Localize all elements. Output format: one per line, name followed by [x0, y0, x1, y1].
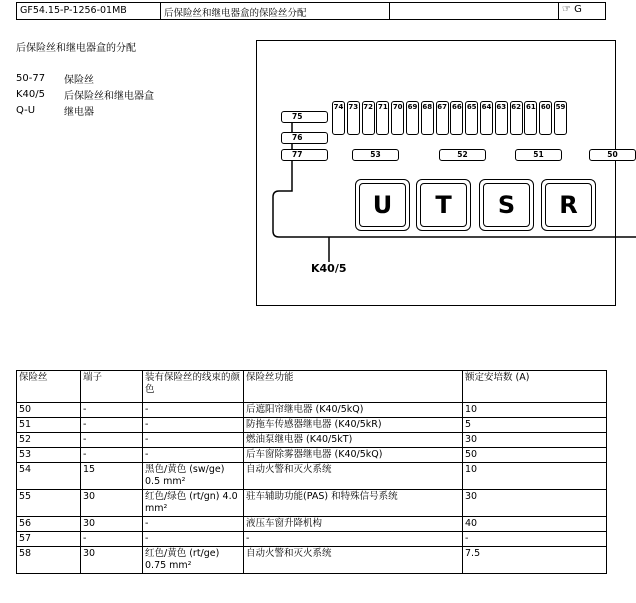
wire-color: 红色/绿色 (rt/gn) 4.0 [145, 491, 238, 502]
terminal-cell: - [81, 418, 143, 433]
fuse-73: 73 [347, 101, 360, 135]
function-cell: 燃油泵继电器 (K40/5kT) [244, 433, 463, 448]
function-cell: 防拖车传感器继电器 (K40/5kR) [244, 418, 463, 433]
fuse-67: 67 [436, 101, 449, 135]
function-cell: 自动火警和灭火系统 [244, 547, 463, 574]
fuse-51: 51 [515, 149, 562, 161]
wire-color: - [145, 419, 149, 430]
header-empty-cell [390, 3, 559, 19]
header-terminal: 端子 [81, 371, 143, 403]
wire-cross-section: 0.5 mm² [145, 476, 186, 487]
wire-color: - [145, 404, 149, 415]
table-row [17, 547, 607, 574]
wire-cell [143, 448, 244, 463]
fuse-62: 62 [510, 101, 523, 135]
fuse-cell: 56 [17, 517, 81, 532]
legend-key: K40/5 [16, 88, 46, 100]
fuse-68: 68 [421, 101, 434, 135]
doc-id: GF54.15-P-1256-01MB [17, 3, 161, 19]
function-cell: 自动火警和灭火系统 [244, 463, 463, 490]
relay-R [541, 179, 596, 231]
section-heading: 后保险丝和继电器盒的分配 [16, 43, 136, 54]
header-icon-label: G [574, 4, 582, 15]
wire-cell [143, 547, 244, 574]
terminal-cell: - [81, 403, 143, 418]
table-row [17, 403, 607, 418]
relay-S [479, 179, 534, 231]
fuse-table [16, 370, 607, 574]
table-row [17, 463, 607, 490]
fuse-cell: 51 [17, 418, 81, 433]
wire-color: - [145, 449, 149, 460]
wire-cell [143, 532, 244, 547]
table-row [17, 490, 607, 517]
wire-color: - [145, 533, 149, 544]
fuse-64: 64 [480, 101, 493, 135]
table-header-row [17, 371, 607, 403]
document-header [16, 2, 606, 20]
legend-label: 后保险丝和继电器盒 [64, 90, 154, 102]
relay-label: T [420, 183, 467, 227]
table-body [17, 403, 607, 574]
table-row [17, 517, 607, 532]
amps-cell: - [463, 532, 607, 547]
table-row [17, 418, 607, 433]
header-fuse: 保险丝 [17, 371, 81, 403]
fuse-76: 76 [281, 132, 328, 144]
fuse-65: 65 [465, 101, 478, 135]
wire-color: - [145, 434, 149, 445]
fuse-box-diagram [256, 40, 616, 306]
fuse-70: 70 [391, 101, 404, 135]
fuse-cell: 57 [17, 532, 81, 547]
table-row [17, 433, 607, 448]
fuse-60: 60 [539, 101, 552, 135]
wire-color: 黑色/黄色 (sw/ge) [145, 464, 225, 475]
wire-cross-section: mm² [145, 503, 168, 514]
fuse-cell: 53 [17, 448, 81, 463]
wire-cell [143, 463, 244, 490]
wire-cell [143, 418, 244, 433]
relay-label: U [359, 183, 406, 227]
header-function: 保险丝功能 [244, 371, 463, 403]
fuse-66: 66 [450, 101, 463, 135]
legend-key: 50-77 [16, 72, 46, 84]
function-cell: 液压车窗升降机构 [244, 517, 463, 532]
amps-cell: 10 [463, 403, 607, 418]
fuse-59: 59 [554, 101, 567, 135]
header-wire-color: 装有保险丝的线束的颜色 [143, 371, 244, 403]
wire-cell [143, 433, 244, 448]
fuse-cell: 58 [17, 547, 81, 574]
wire-cross-section: 0.75 mm² [145, 560, 192, 571]
fuse-72: 72 [362, 101, 375, 135]
relay-T [416, 179, 471, 231]
amps-cell: 30 [463, 433, 607, 448]
amps-cell: 30 [463, 490, 607, 517]
amps-cell: 5 [463, 418, 607, 433]
fuse-61: 61 [524, 101, 537, 135]
wrench-icon: ☞ [562, 4, 571, 15]
function-cell: 后遮阳帘继电器 (K40/5kQ) [244, 403, 463, 418]
fuse-69: 69 [406, 101, 419, 135]
legend-item [16, 86, 154, 102]
wire-color: 红色/黄色 (rt/ge) [145, 548, 220, 559]
fuse-71: 71 [376, 101, 389, 135]
fuse-63: 63 [495, 101, 508, 135]
table-row [17, 448, 607, 463]
terminal-cell: - [81, 433, 143, 448]
fuse-75: 75 [281, 111, 328, 123]
legend-item [16, 102, 154, 118]
wire-color: - [145, 518, 149, 529]
legend-label: 继电器 [64, 106, 94, 118]
fuse-53: 53 [352, 149, 399, 161]
table-row [17, 532, 607, 547]
wire-cell [143, 490, 244, 517]
amps-cell: 40 [463, 517, 607, 532]
function-cell: - [244, 532, 463, 547]
wire-cell [143, 403, 244, 418]
fuse-cell: 52 [17, 433, 81, 448]
function-cell: 驻车辅助功能(PAS) 和特殊信号系统 [244, 490, 463, 517]
box-label: K40/5 [311, 262, 347, 275]
terminal-cell: - [81, 448, 143, 463]
amps-cell: 50 [463, 448, 607, 463]
relay-label: R [545, 183, 592, 227]
doc-title: 后保险丝和继电器盒的保险丝分配 [161, 3, 390, 19]
terminal-cell: 15 [81, 463, 143, 490]
header-icon-cell[interactable] [559, 3, 605, 19]
relay-label: S [483, 183, 530, 227]
legend-key: Q-U [16, 104, 36, 116]
legend [16, 70, 154, 118]
relay-U [355, 179, 410, 231]
fuse-50: 50 [589, 149, 636, 161]
fuse-74: 74 [332, 101, 345, 135]
fuse-cell: 50 [17, 403, 81, 418]
header-amps: 额定安培数 (A) [463, 371, 607, 403]
wire-cell [143, 517, 244, 532]
terminal-cell: 30 [81, 547, 143, 574]
terminal-cell: - [81, 532, 143, 547]
terminal-cell: 30 [81, 517, 143, 532]
function-cell: 后车窗除雾器继电器 (K40/5kQ) [244, 448, 463, 463]
fuse-52: 52 [439, 149, 486, 161]
amps-cell: 7.5 [463, 547, 607, 574]
fuse-cell: 55 [17, 490, 81, 517]
fuse-77: 77 [281, 149, 328, 161]
terminal-cell: 30 [81, 490, 143, 517]
legend-label: 保险丝 [64, 74, 94, 86]
amps-cell: 10 [463, 463, 607, 490]
fuse-cell: 54 [17, 463, 81, 490]
legend-item [16, 70, 154, 86]
